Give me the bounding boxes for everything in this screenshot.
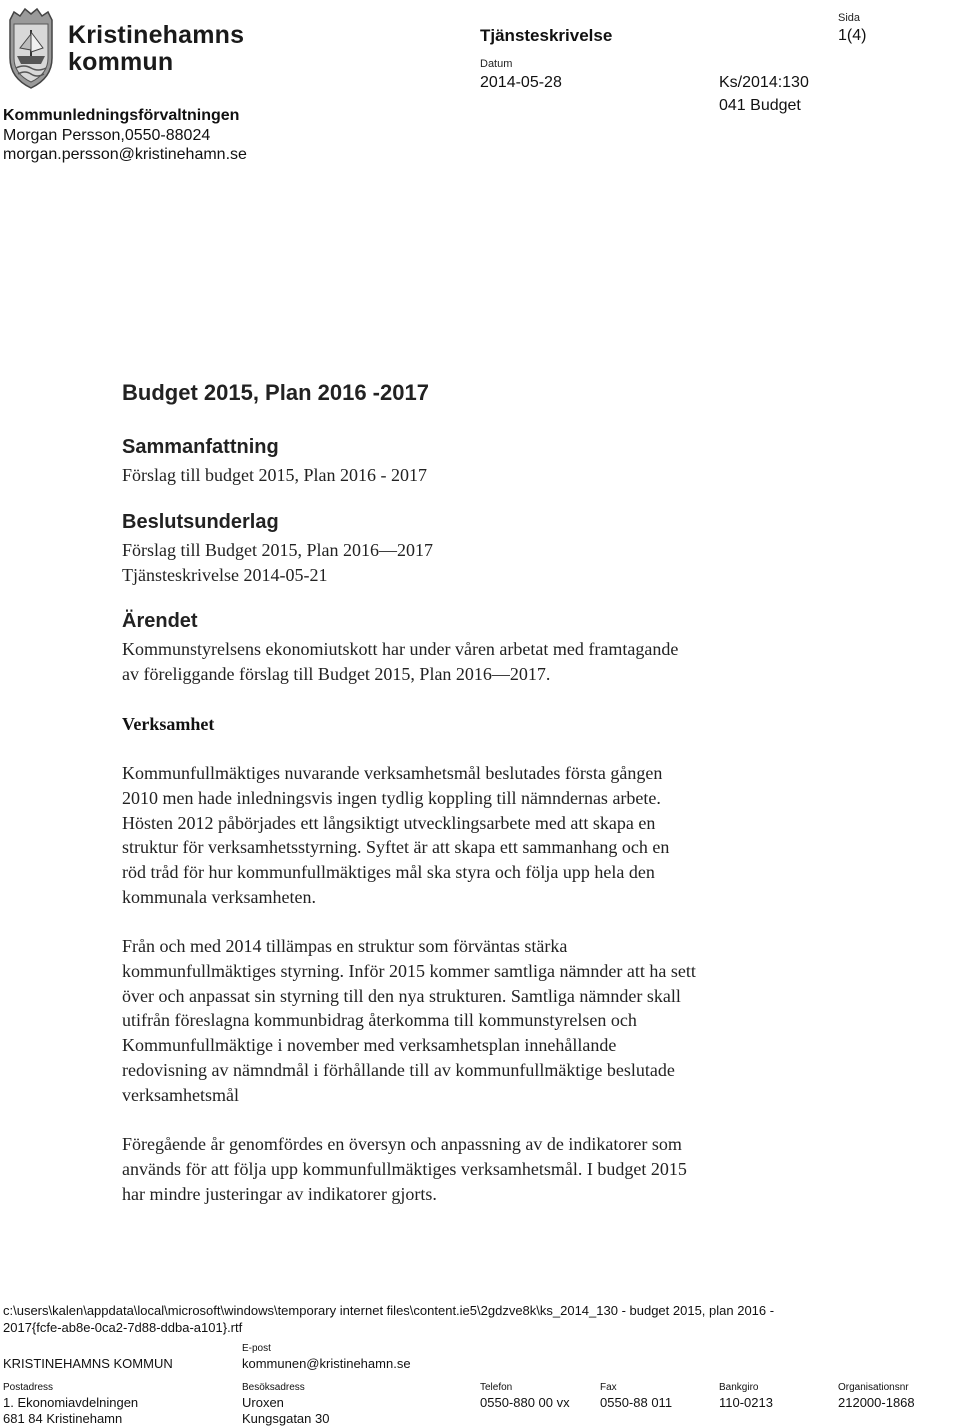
file-path-line-2: 2017{fcfe-ab8e-0ca2-7d88-ddba-a101}.rtf	[3, 1320, 243, 1335]
date-value: 2014-05-28	[480, 74, 562, 91]
document-title: Budget 2015, Plan 2016 -2017	[122, 380, 429, 405]
matter-heading: Ärendet	[122, 610, 198, 632]
paragraph-line: utifrån föreslagna kommunbidrag återkomma till kommunstyrelsen och	[122, 1010, 637, 1031]
fax-value: 0550-88 011	[600, 1395, 673, 1410]
basis-line-2: Tjänsteskrivelse 2014-05-21	[122, 565, 328, 585]
logo-wordmark-line2: kommun	[68, 48, 174, 76]
summary-heading: Sammanfattning	[122, 436, 279, 458]
paragraph-line: verksamhetsmål	[122, 1084, 239, 1105]
summary-text: Förslag till budget 2015, Plan 2016 - 2017	[122, 465, 427, 485]
paragraph-line: används för att följa upp kommunfullmäktiges verksamhetsmål. I budget 2015	[122, 1158, 687, 1179]
paragraph-line: röd tråd för hur kommunfullmäktiges mål ska styra och följa upp hela den	[122, 862, 655, 883]
contact-name-phone: Morgan Persson,0550-88024	[3, 127, 211, 144]
municipality-coat-of-arms-logo	[6, 6, 56, 90]
case-number: Ks/2014:130	[719, 74, 809, 91]
date-label: Datum	[480, 58, 513, 70]
bankgiro-label: Bankgiro	[719, 1382, 759, 1393]
paragraph-line: har mindre justeringar av indikatorer gjorts.	[122, 1183, 437, 1204]
paragraph-line: Kommunfullmäktige i november med verksamhetsplan innehållande	[122, 1035, 617, 1056]
paragraph-line: Från och med 2014 tillämpas en struktur som förväntas stärka	[122, 936, 568, 956]
matter-line-1: Kommunstyrelsens ekonomiutskott har under våren arbetat med framtagande	[122, 639, 679, 659]
case-category: 041 Budget	[719, 97, 801, 114]
postal-line-2: 681 84 Kristinehamn	[3, 1411, 123, 1426]
department-name: Kommunledningsförvaltningen	[3, 107, 240, 124]
paragraph-line: Kommunfullmäktiges nuvarande verksamhetsmål beslutades första gången	[122, 763, 663, 783]
basis-heading: Beslutsunderlag	[122, 511, 279, 533]
phone-value: 0550-880 00 vx	[480, 1395, 570, 1410]
paragraph-1	[122, 761, 802, 910]
paragraph-line: struktur för verksamhetsstyrning. Syftet är att skapa ett sammanhang och en	[122, 837, 670, 858]
phone-label: Telefon	[480, 1382, 513, 1393]
paragraph-line: Föregående år genomfördes en översyn och anpassning av de indikatorer som	[122, 1134, 682, 1154]
paragraph-line: kommunfullmäktiges styrning. Inför 2015 kommer samtliga nämnder att ha sett	[122, 960, 696, 981]
paragraph-line: 2010 men hade inledningsvis ingen tydlig koppling till nämndernas arbete.	[122, 787, 661, 808]
page-label: Sida	[838, 12, 861, 24]
orgnr-label: Organisationsnr	[838, 1382, 909, 1393]
postal-label: Postadress	[3, 1382, 54, 1393]
basis-line-1: Förslag till Budget 2015, Plan 2016—2017	[122, 540, 434, 560]
orgnr-value: 212000-1868	[838, 1395, 915, 1410]
contact-email: morgan.persson@kristinehamn.se	[3, 146, 247, 163]
bankgiro-value: 110-0213	[719, 1395, 773, 1410]
paragraph-line: redovisning av nämndmål i förhållande till av kommunfullmäktige beslutade	[122, 1059, 675, 1080]
logo-wordmark	[68, 22, 244, 76]
paragraph-line: Hösten 2012 påbörjades ett långsiktigt utvecklingsarbete med att skapa en	[122, 812, 656, 833]
activity-heading: Verksamhet	[122, 714, 215, 734]
paragraph-line: över och anpassat sin styrning till den nya strukturen. Samtliga nämnder skall	[122, 985, 681, 1006]
file-path-line-1: c:\users\kalen\appdata\local\microsoft\windows\temporary internet files\content.ie5\2gdzve8k\ks_2014_130 - budget 2015, plan 2016 -	[3, 1303, 775, 1318]
postal-line-1: 1. Ekonomiavdelningen	[3, 1395, 139, 1410]
email-label: E-post	[242, 1343, 271, 1354]
page-number: 1(4)	[838, 27, 867, 44]
matter-line-2: av föreliggande förslag till Budget 2015, Plan 2016—2017.	[122, 664, 551, 684]
footer-email: kommunen@kristinehamn.se	[242, 1356, 411, 1371]
footer-org-name: KRISTINEHAMNS KOMMUN	[3, 1356, 173, 1371]
visit-line-1: Uroxen	[242, 1395, 284, 1410]
paragraph-line: kommunala verksamheten.	[122, 886, 316, 907]
visit-line-2: Kungsgatan 30	[242, 1411, 330, 1426]
paragraph-3	[122, 1132, 802, 1206]
fax-label: Fax	[600, 1382, 617, 1393]
visit-label: Besöksadress	[242, 1382, 305, 1393]
paragraph-2	[122, 934, 802, 1108]
logo-wordmark-line1: Kristinehamns	[68, 21, 245, 49]
document-type: Tjänsteskrivelse	[480, 26, 613, 45]
